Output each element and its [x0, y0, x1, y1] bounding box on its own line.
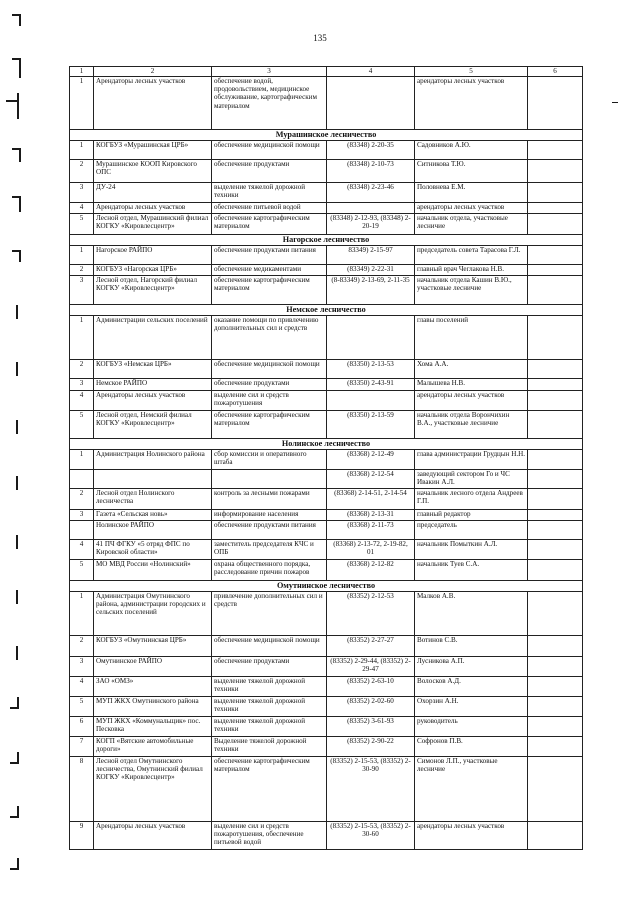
row-number: 1 — [70, 141, 94, 160]
organization-cell: Лесной отдел Омутнинского лесничества, Омутнинский филиал КОГКУ «Кировлесцентр» — [94, 757, 212, 822]
organization-cell: МУП ЖКХ «Коммунальщик» пос. Песковка — [94, 717, 212, 737]
person-cell: Хома А.А. — [415, 360, 528, 379]
task-cell: выделение сил и средств пожаротушения, обеспечение питьевой водой — [212, 822, 327, 850]
person-cell: начальник отдела Кашин В.Ю., участковые лесничие — [415, 276, 528, 305]
row-number: 2 — [70, 265, 94, 276]
table-row — [70, 160, 583, 183]
table-row — [70, 540, 583, 560]
organization-cell: 41 ПЧ ФГКУ «5 отряд ФПС по Кировской области» — [94, 540, 212, 560]
person-cell: Вотинов С.В. — [415, 636, 528, 657]
table-row — [70, 265, 583, 276]
scan-mark — [19, 14, 21, 26]
task-cell: обеспечение картографическим материалом — [212, 411, 327, 439]
table-row — [70, 510, 583, 521]
table-row — [70, 717, 583, 737]
table-row — [70, 411, 583, 439]
row-number: 3 — [70, 379, 94, 391]
task-cell: обеспечение продуктами — [212, 160, 327, 183]
person-cell: начальник отдела Ворончихин В.А., участковые лесничие — [415, 411, 528, 439]
task-cell: информирование населения — [212, 510, 327, 521]
person-cell: заведующий сектором Го и ЧС Ивакин А.Л. — [415, 470, 528, 489]
section-header — [70, 439, 583, 450]
person-cell: начальник Туев С.А. — [415, 560, 528, 581]
person-cell: Половнева Е.М. — [415, 183, 528, 203]
table-row — [70, 822, 583, 850]
table-row — [70, 636, 583, 657]
task-cell: контроль за лесными пожарами — [212, 489, 327, 510]
phone-cell — [327, 391, 415, 411]
scan-mark — [17, 806, 19, 818]
note-cell — [528, 77, 583, 130]
note-cell — [528, 183, 583, 203]
phone-cell: (8-83349) 2-13-69, 2-11-35 — [327, 276, 415, 305]
task-cell: обеспечение медицинской помощи — [212, 636, 327, 657]
row-number: 3 — [70, 183, 94, 203]
note-cell — [528, 203, 583, 214]
organization-cell: Лесной отдел, Немский филиал КОГКУ «Кировлесцентр» — [94, 411, 212, 439]
note-cell — [528, 757, 583, 822]
table-row — [70, 246, 583, 265]
organization-cell: Арендаторы лесных участков — [94, 203, 212, 214]
phone-cell: (83350) 2-13-53 — [327, 360, 415, 379]
phone-cell: (83348) 2-12-93, (83348) 2-20-19 — [327, 214, 415, 235]
task-cell: обеспечение продуктами — [212, 379, 327, 391]
row-number: 1 — [70, 246, 94, 265]
note-cell — [528, 160, 583, 183]
person-cell: арендаторы лесных участков — [415, 822, 528, 850]
header-cell: 6 — [528, 67, 583, 77]
table-row — [70, 276, 583, 305]
organization-cell: Администрации сельских поселений — [94, 316, 212, 360]
organization-cell: КОГБУЗ «Омутнинская ЦРБ» — [94, 636, 212, 657]
row-number: 4 — [70, 677, 94, 697]
task-cell: выделение тяжелой дорожной техники — [212, 183, 327, 203]
person-cell: Ситникова Т.Ю. — [415, 160, 528, 183]
row-number: 1 — [70, 316, 94, 360]
organization-cell: Нолинское РАЙПО — [94, 521, 212, 540]
task-cell: обеспечение продуктами питания — [212, 246, 327, 265]
person-cell: начальник отдела, участковые лесничие — [415, 214, 528, 235]
table-row — [70, 757, 583, 822]
task-cell: обеспечение картографическим материалом — [212, 276, 327, 305]
row-number: 9 — [70, 822, 94, 850]
organization-cell: МО МВД России «Нолинский» — [94, 560, 212, 581]
note-cell — [528, 246, 583, 265]
task-cell: обеспечение водой, продовольствием, медицинское обслуживание, картографическим материалом — [212, 77, 327, 130]
note-cell — [528, 316, 583, 360]
task-cell: выделение тяжелой дорожной техники — [212, 677, 327, 697]
row-number: 2 — [70, 489, 94, 510]
row-number: 3 — [70, 657, 94, 677]
table-row — [70, 489, 583, 510]
row-number: 1 — [70, 77, 94, 130]
task-cell: выделение тяжелой дорожной техники — [212, 697, 327, 717]
organization-cell: ДУ-24 — [94, 183, 212, 203]
header-cell: 1 — [70, 67, 94, 77]
phone-cell: (83368) 2-13-31 — [327, 510, 415, 521]
phone-cell: (83368) 2-12-49 — [327, 450, 415, 470]
note-cell — [528, 379, 583, 391]
organization-cell: КОГБУЗ «Немская ЦРБ» — [94, 360, 212, 379]
header-row — [70, 67, 583, 77]
organization-cell: Газета «Сельская новь» — [94, 510, 212, 521]
person-cell: глава администрации Грудцын Н.Н. — [415, 450, 528, 470]
person-cell: Лусникова А.П. — [415, 657, 528, 677]
header-cell: 5 — [415, 67, 528, 77]
note-cell — [528, 276, 583, 305]
person-cell: арендаторы лесных участков — [415, 391, 528, 411]
note-cell — [528, 540, 583, 560]
scan-mark — [16, 305, 18, 319]
person-cell: Малышева Н.В. — [415, 379, 528, 391]
scan-mark — [16, 476, 18, 490]
row-number: 1 — [70, 592, 94, 636]
organization-cell: ЗАО «ОМЗ» — [94, 677, 212, 697]
table-row — [70, 521, 583, 540]
organization-cell: Лесной отдел, Мурашинский филиал КОГКУ «Кировлесцентр» — [94, 214, 212, 235]
section-header — [70, 305, 583, 316]
scan-mark — [16, 646, 18, 660]
row-number: 2 — [70, 160, 94, 183]
row-number — [70, 521, 94, 540]
organization-cell: КОГБУЗ «Нагорская ЦРБ» — [94, 265, 212, 276]
section-header — [70, 235, 583, 246]
person-cell: главный редактор — [415, 510, 528, 521]
note-cell — [528, 360, 583, 379]
header-cell: 4 — [327, 67, 415, 77]
section-header — [70, 581, 583, 592]
phone-cell: (83368) 2-12-82 — [327, 560, 415, 581]
header-cell: 2 — [94, 67, 212, 77]
task-cell: заместитель председателя КЧС и ОПБ — [212, 540, 327, 560]
note-cell — [528, 717, 583, 737]
row-number: 2 — [70, 636, 94, 657]
table-row — [70, 203, 583, 214]
note-cell — [528, 470, 583, 489]
scan-mark — [17, 93, 19, 119]
task-cell: обеспечение продуктами питания — [212, 521, 327, 540]
person-cell: Малков А.В. — [415, 592, 528, 636]
phone-cell: (83368) 2-14-51, 2-14-54 — [327, 489, 415, 510]
task-cell: Выделение тяжелой дорожной техники — [212, 737, 327, 757]
table-row — [70, 677, 583, 697]
row-number: 4 — [70, 391, 94, 411]
phone-cell: (83352) 2-27-27 — [327, 636, 415, 657]
section-header — [70, 130, 583, 141]
task-cell: обеспечение картографическим материалом — [212, 757, 327, 822]
table-row — [70, 360, 583, 379]
task-cell: сбор комиссии и оперативного штаба — [212, 450, 327, 470]
person-cell: главы поселений — [415, 316, 528, 360]
note-cell — [528, 592, 583, 636]
note-cell — [528, 737, 583, 757]
row-number: 4 — [70, 540, 94, 560]
row-number: 5 — [70, 560, 94, 581]
task-cell — [212, 470, 327, 489]
phone-cell: (83352) 2-63-10 — [327, 677, 415, 697]
person-cell: председатель — [415, 521, 528, 540]
note-cell — [528, 521, 583, 540]
table-row — [70, 560, 583, 581]
scan-mark — [19, 196, 21, 212]
task-cell: охрана общественного порядка, расследование причин пожаров — [212, 560, 327, 581]
person-cell: арендаторы лесных участков — [415, 203, 528, 214]
table-row — [70, 470, 583, 489]
scan-mark — [16, 420, 18, 434]
organization-cell: Арендаторы лесных участков — [94, 391, 212, 411]
task-cell: обеспечение питьевой водой — [212, 203, 327, 214]
organization-cell: КОГП «Вятские автомобильные дороги» — [94, 737, 212, 757]
row-number: 2 — [70, 360, 94, 379]
phone-cell: (83348) 2-20-35 — [327, 141, 415, 160]
phone-cell: 83349) 2-15-97 — [327, 246, 415, 265]
table-row — [70, 183, 583, 203]
person-cell: Охорзин А.Н. — [415, 697, 528, 717]
note-cell — [528, 391, 583, 411]
note-cell — [528, 411, 583, 439]
organization-cell: Мурашинское КООП Кировского ОПС — [94, 160, 212, 183]
row-number: 3 — [70, 510, 94, 521]
task-cell: обеспечение картографическим материалом — [212, 214, 327, 235]
scan-mark — [17, 858, 19, 870]
table-row — [70, 657, 583, 677]
organization-cell: Немское РАЙПО — [94, 379, 212, 391]
row-number — [70, 470, 94, 489]
note-cell — [528, 560, 583, 581]
table-row — [70, 697, 583, 717]
section-title: Омутнинское лесничество — [70, 581, 583, 592]
organization-cell: МУП ЖКХ Омутнинского района — [94, 697, 212, 717]
section-title: Нагорское лесничество — [70, 235, 583, 246]
table-row — [70, 77, 583, 130]
person-cell: начальник Помыткин А.Л. — [415, 540, 528, 560]
person-cell: Софронов П.В. — [415, 737, 528, 757]
phone-cell: (83348) 2-10-73 — [327, 160, 415, 183]
organization-cell: Нагорское РАЙПО — [94, 246, 212, 265]
organization-cell: Лесной отдел Нолинского лесничества — [94, 489, 212, 510]
organization-cell: Арендаторы лесных участков — [94, 822, 212, 850]
person-cell: Садовников А.Ю. — [415, 141, 528, 160]
task-cell: привлечение дополнительных сил и средств — [212, 592, 327, 636]
table-row — [70, 316, 583, 360]
note-cell — [528, 636, 583, 657]
row-number: 1 — [70, 450, 94, 470]
task-cell: обеспечение продуктами — [212, 657, 327, 677]
scan-mark — [19, 58, 21, 78]
scan-mark — [16, 535, 18, 549]
phone-cell — [327, 203, 415, 214]
organization-cell: Омутнинское РАЙПО — [94, 657, 212, 677]
person-cell: руководитель — [415, 717, 528, 737]
row-number: 7 — [70, 737, 94, 757]
note-cell — [528, 265, 583, 276]
organization-cell: Администрация Нолинского района — [94, 450, 212, 470]
phone-cell: (83352) 2-29-44, (83352) 2-29-47 — [327, 657, 415, 677]
note-cell — [528, 657, 583, 677]
task-cell: выделение тяжелой дорожной техники — [212, 717, 327, 737]
table-row — [70, 737, 583, 757]
table-row — [70, 592, 583, 636]
phone-cell: (83352) 2-15-53, (83352) 2-30-60 — [327, 822, 415, 850]
phone-cell: (83352) 2-02-60 — [327, 697, 415, 717]
note-cell — [528, 214, 583, 235]
table-row — [70, 450, 583, 470]
person-cell: председатель совета Тарасова Г.Л. — [415, 246, 528, 265]
row-number: 6 — [70, 717, 94, 737]
row-number: 4 — [70, 203, 94, 214]
header-cell: 3 — [212, 67, 327, 77]
person-cell: главный врач Чеглакова Н.В. — [415, 265, 528, 276]
note-cell — [528, 822, 583, 850]
page-number: 135 — [313, 33, 327, 43]
person-cell: начальник лесного отдела Андреев Г.П. — [415, 489, 528, 510]
phone-cell: (83352) 3-61-93 — [327, 717, 415, 737]
table-row — [70, 379, 583, 391]
phone-cell: (83352) 2-90-22 — [327, 737, 415, 757]
section-title: Мурашинское лесничество — [70, 130, 583, 141]
phone-cell: (83352) 2-15-53, (83352) 2-30-90 — [327, 757, 415, 822]
phone-cell: (83348) 2-23-46 — [327, 183, 415, 203]
scan-mark — [17, 752, 19, 764]
task-cell: выделение сил и средств пожаротушения — [212, 391, 327, 411]
note-cell — [528, 450, 583, 470]
note-cell — [528, 677, 583, 697]
scan-mark — [17, 697, 19, 709]
task-cell: оказание помощи по привлечению дополнительных сил и средств — [212, 316, 327, 360]
table-row — [70, 214, 583, 235]
organization-cell — [94, 470, 212, 489]
note-cell — [528, 510, 583, 521]
scan-mark — [19, 250, 21, 262]
phone-cell — [327, 316, 415, 360]
row-number: 5 — [70, 411, 94, 439]
section-title: Немское лесничество — [70, 305, 583, 316]
phone-cell — [327, 77, 415, 130]
scan-mark — [16, 362, 18, 376]
organization-cell: Арендаторы лесных участков — [94, 77, 212, 130]
note-cell — [528, 141, 583, 160]
phone-cell: (83352) 2-12-53 — [327, 592, 415, 636]
row-number: 8 — [70, 757, 94, 822]
row-number: 5 — [70, 697, 94, 717]
person-cell: Симонов Л.П., участковые лесничие — [415, 757, 528, 822]
row-number: 3 — [70, 276, 94, 305]
task-cell: обеспечение медицинской помощи — [212, 141, 327, 160]
organization-cell: Лесной отдел, Нагорский филиал КОГКУ «Кировлесцентр» — [94, 276, 212, 305]
scan-mark — [612, 102, 618, 103]
phone-cell: (83350) 2-13-59 — [327, 411, 415, 439]
person-cell: арендаторы лесных участков — [415, 77, 528, 130]
organization-cell: Администрация Омутнинского района, администрации городских и сельских поселений — [94, 592, 212, 636]
table-row — [70, 141, 583, 160]
phone-cell: (83350) 2-43-91 — [327, 379, 415, 391]
row-number: 5 — [70, 214, 94, 235]
person-cell: Волосков А.Д. — [415, 677, 528, 697]
phone-cell: (83368) 2-11-73 — [327, 521, 415, 540]
scan-mark — [19, 148, 21, 162]
phone-cell: (83368) 2-12-54 — [327, 470, 415, 489]
task-cell: обеспечение медицинской помощи — [212, 360, 327, 379]
phone-cell: (83349) 2-22-31 — [327, 265, 415, 276]
table-row — [70, 391, 583, 411]
lesnichestvo-contacts-table — [69, 66, 583, 850]
section-title: Нолинское лесничество — [70, 439, 583, 450]
task-cell: обеспечение медикаментами — [212, 265, 327, 276]
note-cell — [528, 697, 583, 717]
phone-cell: (83368) 2-13-72, 2-19-82, 01 — [327, 540, 415, 560]
organization-cell: КОГБУЗ «Мурашинская ЦРБ» — [94, 141, 212, 160]
scan-mark — [16, 590, 18, 604]
note-cell — [528, 489, 583, 510]
